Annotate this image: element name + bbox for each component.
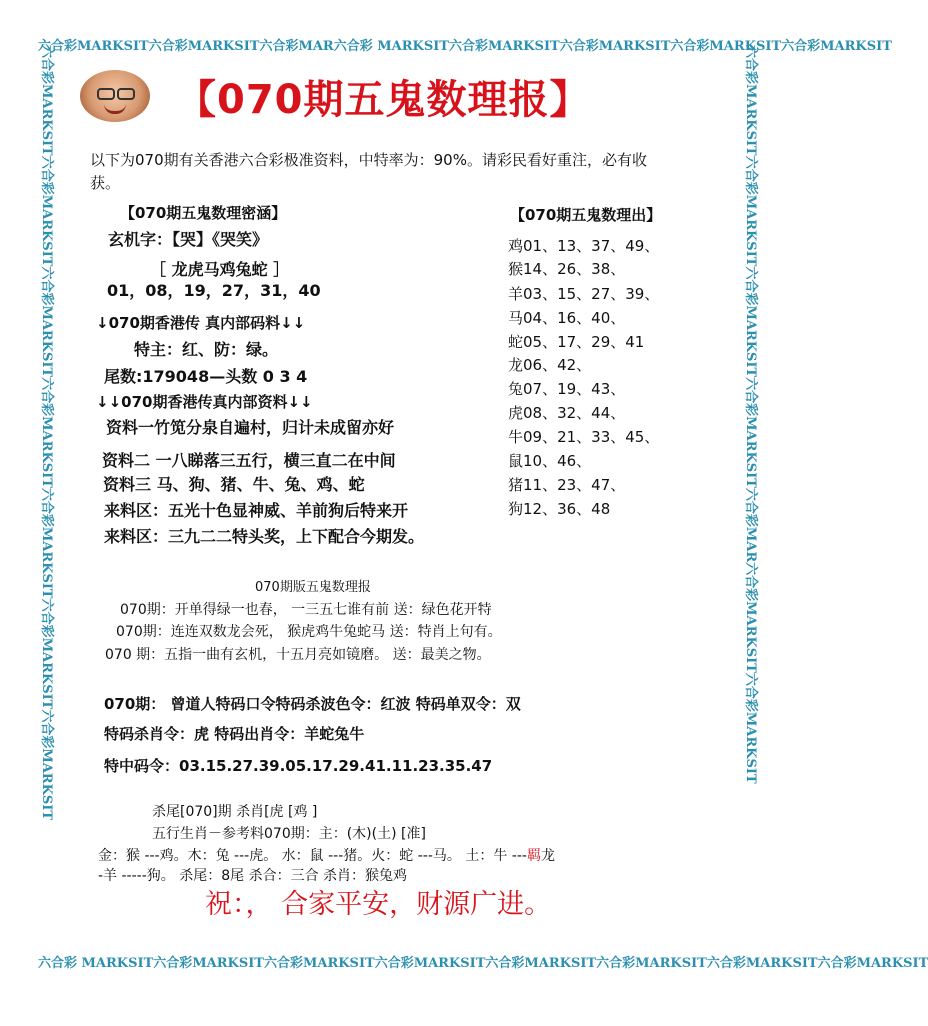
zodiac-row: 虎08、32、44、 — [508, 404, 626, 422]
elements-end: 龙 — [540, 848, 555, 864]
blessing-text: 祝：， 合家平安，财源广进。 — [205, 889, 552, 920]
riddle-line-3: 070 期：五指一曲有玄机，十五月亮如镜磨。 送：最美之物。 — [105, 647, 491, 663]
zodiac-row: 马04、16、40、 — [508, 309, 626, 327]
border-right-watermark: 六合彩MARKSIT六合彩MARKSIT六合彩MARKSIT六合彩MARKSIT六合彩MAR六合彩MARKSIT六合彩MARKSIT — [743, 45, 758, 784]
zodiac-row: 蛇05、17、29、41 — [508, 333, 645, 351]
hk-code-line-1: ↓070期香港传 真内部码料↓↓ — [96, 314, 306, 332]
zodiac-row: 狗12、36、48 — [508, 500, 611, 518]
area-line-2: 来料区：三九二二特头奖，上下配合今期发。 — [104, 527, 425, 546]
middle-heading: 070期版五鬼数理报 — [255, 580, 371, 595]
smile-icon — [104, 104, 126, 114]
zodiac-row: 羊03、15、27、39、 — [508, 285, 660, 303]
zodiac-row: 龙06、42、 — [508, 356, 592, 374]
zodiac-row: 兔07、19、43、 — [508, 380, 626, 398]
elements-line — [98, 846, 555, 866]
riddle-line: 玄机字：【哭】《哭笑》 — [108, 230, 269, 249]
code-order-line-3: 特中码令：03.15.27.39.05.17.29.41.11.23.35.47 — [104, 757, 493, 775]
tail-number-line: 尾数:179048—头数 0 3 4 — [104, 367, 308, 386]
zodiac-row: 鸡01、13、37、49、 — [508, 237, 660, 255]
border-bottom-watermark: 六合彩 MARKSIT六合彩MARKSIT六合彩MARKSIT六合彩MARKSIT六合彩MARKSIT六合彩MARKSIT六合彩MARKSIT六合彩MARKSIT — [38, 956, 928, 971]
zodiac-row: 猪11、23、47、 — [508, 476, 626, 494]
hk-code-line-2: ↓↓070期香港传真内部资料↓↓ — [96, 393, 313, 411]
code-order-line-2: 特码杀肖令：虎 特码出肖令：羊蛇兔牛 — [104, 725, 365, 743]
elements-red-mark: 羁 — [526, 848, 541, 864]
numbers-line: 01，08，19，27，31，40 — [107, 281, 321, 300]
riddle-line-2: 070期：连连双数龙会死， 猴虎鸡牛兔蛇马 送：特肖上句有。 — [116, 624, 502, 640]
kill-summary-line: -羊 -----狗。 杀尾：8尾 杀合：三合 杀肖：猴兔鸡 — [98, 868, 408, 884]
info-line-2: 资料二 一八睇落三五行，横三直二在中间 — [102, 451, 396, 470]
glasses-left-icon — [97, 88, 115, 100]
border-left-watermark: 六合彩MARKSIT六合彩MARKSIT六合彩MARKSIT六合彩MARKSIT六合彩MARKSIT六合彩MARKSIT六合彩MARKSIT — [39, 45, 54, 821]
intro-line-2: 获。 — [90, 174, 121, 192]
zodiac-row: 牛09、21、33、45、 — [508, 428, 660, 446]
right-heading: 【070期五鬼数理出】 — [510, 206, 662, 224]
special-color-line: 特主：红、防：绿。 — [134, 340, 279, 359]
zodiac-row: 鼠10、46、 — [508, 452, 592, 470]
info-line-3: 资料三 马、狗、猪、牛、兔、鸡、蛇 — [103, 475, 365, 494]
glasses-right-icon — [117, 88, 135, 100]
kill-line: 杀尾[070]期 杀肖[虎 [鸡 ] — [152, 804, 318, 820]
area-line-1: 来料区：五光十色显神威、羊前狗后特来开 — [104, 501, 409, 520]
page-title: 【070期五鬼数理报】 — [176, 77, 591, 123]
intro-line-1: 以下为070期有关香港六合彩极准资料，中特率为：90%。请彩民看好重注，必有收 — [90, 151, 647, 169]
code-order-line-1: 070期： 曾道人特码口令特码杀波色令：红波 特码单双令：双 — [104, 695, 521, 713]
five-elements-line: 五行生肖－参考料070期：主：(木)(土) [准] — [152, 826, 426, 842]
avatar-portrait — [80, 70, 150, 122]
zodiac-row: 猴14、26、38、 — [508, 260, 626, 278]
border-top-watermark: 六合彩MARKSIT六合彩MARKSIT六合彩MAR六合彩 MARKSIT六合彩MARKSIT六合彩MARKSIT六合彩MARKSIT六合彩MARKSIT — [38, 39, 892, 54]
zodiac-line: ［ 龙虎马鸡兔蛇 ］ — [150, 260, 290, 279]
riddle-line-1: 070期：开单得绿一也春， 一三五七谁有前 送：绿色花开特 — [120, 602, 492, 618]
left-heading: 【070期五鬼数理密涵】 — [120, 204, 287, 222]
info-line-1: 资料一竹笕分泉自遍村，归计未成留亦好 — [106, 418, 395, 437]
elements-text: 金：猴 ---鸡。木：兔 ---虎。 水：鼠 ---猪。火：蛇 ---马。 土：牛 --- — [98, 848, 527, 864]
